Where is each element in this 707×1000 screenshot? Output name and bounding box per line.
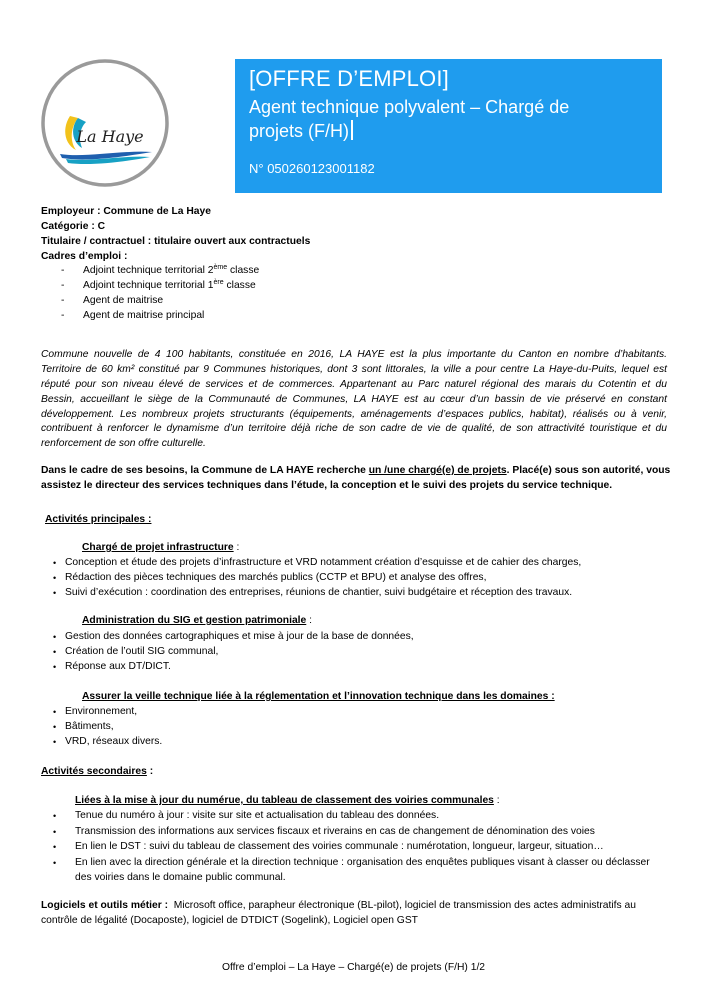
cadres-list	[41, 264, 641, 324]
list-item	[41, 294, 641, 309]
dash-marker: -	[61, 295, 65, 306]
cadre-text: Agent de maitrise principal	[83, 310, 205, 321]
employer-block	[41, 205, 661, 265]
cadre-sup: ème	[213, 264, 228, 271]
list-item	[41, 309, 641, 324]
bullet-icon: •	[53, 647, 57, 657]
secondary-title-text: Activités secondaires	[41, 766, 147, 777]
context-paragraph	[41, 464, 671, 494]
dash-marker: -	[61, 310, 65, 321]
intro-line: Territoire de 60 km² constitué par 9 Communes historiques, dont 3 sont littorales, la ville a pour centre La Haye-du-Puits, lequel est	[41, 363, 667, 375]
secondary-title-suffix: :	[146, 766, 154, 777]
group-title-text: Assurer la veille technique liée à la réglementation et l’innovation technique dans les domaines :	[82, 691, 555, 702]
logo	[40, 58, 170, 188]
intro-line: renforcement de son offre culturelle.	[41, 438, 206, 450]
list-item	[53, 809, 668, 825]
bullet-icon: •	[53, 737, 57, 747]
group-title-text: Chargé de projet infrastructure	[82, 542, 234, 553]
bullet-icon: •	[53, 857, 57, 868]
item-text: Rédaction des pièces techniques des marchés publics (CCTP et BPU) et analyse des offres,	[65, 572, 487, 583]
cadre-text: Adjoint technique territorial 1	[83, 280, 214, 291]
intro-line: Commune nouvelle de 4 100 habitants, constituée en 2016, LA HAYE est la plus importante du Canton en nombre d’habitants.	[41, 349, 667, 360]
group-title-suffix: :	[306, 615, 312, 626]
item-text: Conception et étude des projets d’infrastructure et VRD notamment création d’esquisse et de cahier des charges,	[65, 557, 582, 568]
list-item	[53, 645, 673, 660]
offer-number: N° 050260123001182	[249, 161, 375, 176]
item-text: des voiries dans le domaine public communal.	[75, 872, 286, 883]
job-title-line2	[249, 119, 648, 143]
item-text: Création de l’outil SIG communal,	[65, 646, 219, 657]
intro-line: Bessin, accueillant le siège de la Communauté de Communes, LA HAYE est au cœur d’un bassin de vie préservé en constant	[41, 393, 667, 405]
dash-marker: -	[61, 280, 65, 291]
list-item	[53, 705, 673, 720]
software-text: Microsoft office, parapheur électronique (BL-pilot), logiciel de transmission des actes administratifs au	[168, 900, 636, 911]
job-title-line1: Agent technique polyvalent – Chargé de	[249, 97, 570, 117]
bullet-icon: •	[53, 811, 57, 821]
group-title-suffix: :	[233, 542, 240, 553]
group-title-text: Administration du SIG et gestion patrimoniale	[82, 615, 307, 626]
context-text: Dans le cadre de ses besoins, la Commune de LA HAYE recherche	[41, 465, 369, 476]
offer-title: [OFFRE D’EMPLOI]	[249, 66, 449, 91]
item-text: VRD, réseaux divers.	[65, 736, 163, 747]
intro-line: réputé pour son niveau élevé de services et de commerces. Appartenant au Parc naturel régional des marais du Cotentin et du	[41, 378, 667, 390]
item-text: En lien le DST : suivi du tableau de classement des voiries communale : numérotation, longueur, largeur, situation…	[75, 841, 604, 852]
bullet-icon: •	[53, 707, 57, 717]
cadre-suffix: classe	[227, 265, 260, 276]
job-title	[249, 95, 648, 143]
cadre-suffix: classe	[223, 280, 256, 291]
list-item	[41, 279, 641, 294]
bullet-icon: •	[53, 842, 57, 852]
cadres-label: Cadres d’emploi :	[41, 251, 128, 262]
list-item	[53, 735, 673, 750]
software-line2: contrôle de légalité (Docaposte), logiciel de DTDICT (Sogelink), Logiciel open GST	[41, 915, 418, 926]
job-title-line2-text: projets (F/H)	[249, 121, 350, 141]
list-item	[53, 720, 673, 735]
list-item	[53, 840, 668, 856]
group-title	[82, 690, 555, 705]
group-title	[82, 614, 312, 629]
bullet-list	[53, 809, 668, 887]
bullet-icon: •	[53, 558, 57, 568]
text-cursor	[351, 120, 353, 140]
context-line1	[41, 464, 671, 479]
item-text: Gestion des données cartographiques et mise à jour de la base de données,	[65, 631, 414, 642]
employer-label: Employeur : Commune de La Haye	[41, 206, 211, 217]
bullet-icon: •	[53, 632, 57, 642]
list-item	[53, 556, 673, 571]
page-footer: Offre d’emploi – La Haye – Chargé(e) de projets (F/H) 1/2	[221, 962, 486, 973]
bullet-icon: •	[53, 573, 57, 583]
list-item	[53, 586, 673, 601]
item-text: Tenue du numéro à jour : visite sur site et actualisation du tableau des données.	[75, 810, 440, 821]
intro-line: développement. Les nombreux projets structurants (équipements, aménagements d’espaces publics, habitat), réalisés ou à venir,	[41, 408, 667, 420]
main-activities-title: Activités principales :	[45, 514, 152, 525]
logo-graphic	[40, 58, 170, 188]
logo-ring	[43, 61, 167, 185]
item-text: En lien avec la direction générale et la direction technique : organisation des enquêtes publiques visant à classer ou déclasser	[75, 856, 650, 868]
list-item	[53, 630, 673, 645]
software-label: Logiciels et outils métier :	[41, 900, 169, 911]
list-item	[41, 264, 641, 279]
cadre-text: Agent de maitrise	[83, 295, 164, 306]
group-title-suffix: :	[493, 795, 500, 806]
secondary-activities-title	[41, 765, 153, 780]
group-title-text: Liées à la mise à jour du numérue, du tableau de classement des voiries communales	[75, 795, 494, 806]
group-title	[82, 541, 239, 556]
category-label: Catégorie : C	[41, 221, 106, 232]
item-text: Réponse aux DT/DICT.	[65, 661, 171, 672]
cadre-text: Adjoint technique territorial 2	[83, 265, 214, 276]
item-text: Bâtiments,	[65, 721, 114, 732]
status-label: Titulaire / contractuel : titulaire ouvert aux contractuels	[41, 236, 311, 247]
list-item	[53, 825, 668, 841]
intro-paragraph	[41, 348, 667, 452]
logo-text: La Haye	[76, 127, 144, 146]
intro-line: contribuent à renforcer le dynamisme d’un territoire déjà riche de son cadre de vie de qualité, de son attractivité touristique et du	[41, 423, 667, 435]
bullet-icon: •	[53, 588, 57, 598]
item-text: Transmission des informations aux services fiscaux et riverains en cas de changement de dénomination des voies	[75, 825, 595, 837]
context-text: . Placé(e) sous son autorité, vous	[506, 465, 671, 476]
list-item	[53, 660, 673, 675]
software-line1	[41, 899, 667, 914]
dash-marker: -	[61, 265, 65, 276]
bullet-icon: •	[53, 722, 57, 732]
context-line2: assistez le directeur des services techniques dans l’étude, la conception et le suivi des projets du service technique.	[41, 480, 613, 491]
context-highlight: un /une chargé(e) de projets	[368, 465, 507, 476]
list-item	[53, 856, 668, 887]
header-box	[235, 59, 662, 193]
group-title	[75, 794, 500, 809]
cadre-sup: ère	[213, 279, 224, 286]
bullet-list	[53, 630, 673, 675]
bullet-list	[53, 705, 673, 750]
item-text: Suivi d’exécution : coordination des entreprises, réunions de chantier, suivi budgétaire et réception des travaux.	[65, 587, 573, 598]
bullet-list	[53, 556, 673, 601]
software-block	[41, 899, 667, 929]
list-item	[53, 571, 673, 586]
bullet-icon: •	[53, 826, 57, 837]
bullet-icon: •	[53, 662, 57, 672]
item-text: Environnement,	[65, 706, 138, 717]
